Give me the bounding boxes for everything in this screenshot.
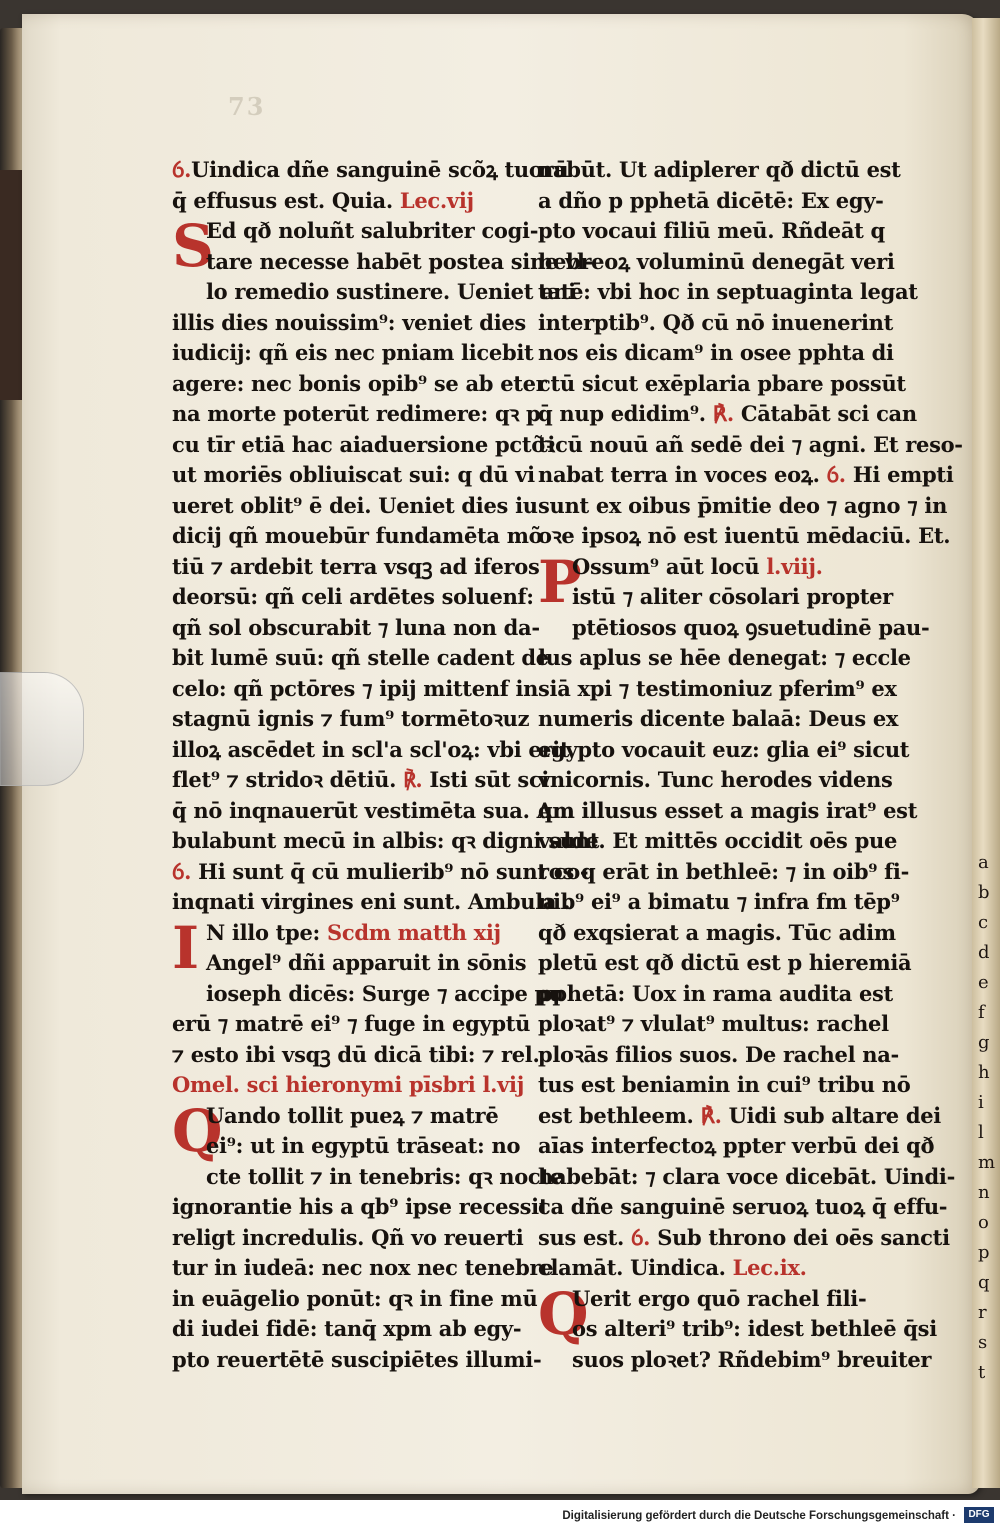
body-text: illoꝝ ascēdet in scl'a scl'oꝝ: vbi erit — [172, 736, 570, 762]
body-text: vnicornis. Tunc herodes videns — [538, 767, 893, 792]
text-line — [538, 338, 893, 369]
rubric-text: ỽ. — [172, 858, 192, 884]
facing-page-glyph: f — [978, 1002, 985, 1023]
red-initial-letter: I — [172, 913, 199, 982]
red-initial-letter: Q — [538, 1279, 589, 1348]
facing-page-glyph: t — [978, 1362, 986, 1383]
footer-credit: Digitalisierung gefördert durch die Deutsche Forschungsgemeinschaft · — [562, 1510, 956, 1522]
body-text: ei⁹: ut in egyptū trāseat: no — [206, 1133, 521, 1158]
body-text: cte tollit ⁊ in tenebris: qꝛ nocte — [206, 1163, 563, 1189]
text-line — [172, 887, 571, 918]
rubric-text: Scdm matth xij — [326, 919, 501, 945]
text-line — [538, 948, 912, 979]
body-text: oꝛe ipsoꝝ nō est iuentū mēdaciū. Et. — [538, 523, 951, 548]
body-text: qm illusus esset a magis irat⁹ est — [538, 797, 918, 823]
text-line — [172, 1223, 527, 1254]
body-text: istū ⁊ aliter cōsolari propter — [572, 584, 893, 609]
body-text: a dño p pphetā dicētē: Ex egy- — [538, 187, 884, 213]
text-line — [538, 247, 893, 278]
text-line — [538, 613, 930, 644]
text-line — [172, 1284, 538, 1315]
body-text: Ossum⁹ aūt locū — [572, 553, 767, 579]
text-line — [172, 277, 576, 308]
body-text: N illo tpe: — [206, 919, 327, 945]
text-line — [172, 582, 534, 613]
body-text: interptib⁹. Qð cū nō inuenerint — [538, 309, 894, 335]
body-text: stagnū ignis ⁊ fum⁹ tormētoꝛuz — [172, 706, 530, 731]
text-line — [538, 460, 954, 491]
rubric-text: ỽ. — [172, 157, 192, 182]
facing-page-glyph: i — [978, 1092, 984, 1113]
rubric-text: ℟. — [403, 767, 423, 792]
body-text: Uando tollit pueꝝ ⁊ matrē — [206, 1102, 499, 1128]
body-text: ioseph dicēs: Surge ⁊ accipe pu — [206, 980, 564, 1006]
page-clip — [0, 672, 84, 786]
text-line — [538, 796, 918, 827]
body-text: flet⁹ ⁊ stridoꝛ dētiū. — [172, 767, 404, 792]
text-line — [172, 674, 539, 705]
text-line — [172, 643, 549, 674]
body-text: valde. Et mittēs occidit oēs pue — [538, 828, 898, 853]
text-line — [172, 857, 589, 888]
body-text: q̄ nō inqnauerūt vestimēta sua. Am — [172, 797, 575, 823]
body-text: ⁊ esto ibi vsqꝫ dū dicā tibi: ⁊ rel. — [172, 1041, 540, 1067]
body-text: hebreoꝝ voluminū denegāt veri — [538, 248, 895, 274]
body-text: ros q erāt in bethleē: ⁊ in oib⁹ fi- — [538, 858, 909, 884]
facing-page-glyph: n — [978, 1182, 990, 1203]
body-text: nabat terra in voces eoꝝ. — [538, 462, 827, 487]
text-line — [538, 674, 897, 705]
text-line — [538, 1009, 893, 1040]
body-text: celo: qñ pctōres ⁊ ipij mittenf in — [172, 675, 539, 701]
body-text: ignorantie his a qb⁹ ipse recessit — [172, 1194, 549, 1219]
text-line — [172, 1192, 549, 1223]
text-line — [172, 308, 527, 339]
text-line — [172, 247, 593, 278]
dfg-logo: DFG — [964, 1507, 994, 1523]
body-text: tare necesse habēt postea sine vl- — [206, 248, 593, 274]
text-line — [538, 979, 893, 1010]
text-line — [172, 735, 570, 766]
body-text: numeris dicente balaā: Deus ex — [538, 706, 899, 731]
body-text: iudicij: qñ eis nec pniam licebit — [172, 340, 534, 365]
text-line — [538, 430, 963, 461]
text-line — [538, 1040, 899, 1071]
rubric-text: Omel. sci hieronymi pīsbri l.vij — [172, 1072, 525, 1097]
text-line — [538, 1223, 950, 1254]
text-line — [172, 399, 541, 430]
text-line — [172, 338, 534, 369]
text-line — [172, 491, 538, 522]
body-text: ca dñe sanguinē seruoꝝ tuoꝝ q̄ effu- — [538, 1194, 948, 1219]
text-line — [538, 399, 917, 430]
body-text: Ed qð noluñt salubriter cogi- — [206, 218, 539, 243]
text-line — [538, 857, 909, 888]
body-text: pletū est qð dictū est p hieremiā — [538, 950, 912, 975]
text-line — [172, 1009, 531, 1040]
body-text: qñ sol obscurabit ⁊ luna non da- — [172, 614, 540, 640]
body-text: cu tīr etiā hac aiaduersione pctõꝛ — [172, 431, 555, 457]
text-line — [172, 796, 575, 827]
left-text-column — [172, 155, 600, 1375]
body-text: Cātabāt sci can — [733, 401, 917, 426]
rubric-text: l.viij. — [766, 553, 823, 579]
red-initial-letter: P — [538, 547, 582, 616]
text-line — [538, 1345, 932, 1376]
body-text: na morte poterūt redimere: qꝛ p — [172, 401, 541, 426]
body-text: Sub throno dei oēs sancti — [650, 1224, 950, 1250]
text-line — [172, 1131, 527, 1162]
text-line — [538, 369, 906, 400]
text-line — [172, 613, 540, 644]
text-line — [172, 948, 527, 979]
text-line — [538, 918, 896, 949]
body-text: q̄ nup edidim⁹. — [538, 401, 713, 426]
facing-page-glyph: b — [978, 882, 990, 903]
rubric-text: ỽ. — [826, 462, 846, 487]
body-text: pphetā: Uox in rama audita est — [538, 980, 893, 1006]
folio-number: 73 — [228, 92, 266, 121]
body-text: Hi empti — [845, 462, 954, 487]
red-initial-letter: Q — [172, 1096, 223, 1165]
text-line — [172, 765, 550, 796]
facing-page-glyph: s — [978, 1332, 988, 1353]
text-line — [172, 460, 535, 491]
rubric-text: ℟. — [700, 1102, 722, 1128]
body-text: ploꝛās filios suos. De rachel na- — [538, 1041, 899, 1067]
text-line — [538, 1253, 893, 1284]
text-line — [538, 216, 893, 247]
red-initial-letter: S — [172, 212, 214, 280]
text-line — [538, 887, 900, 918]
text-line — [172, 1345, 542, 1376]
text-line — [538, 765, 893, 796]
body-text: Uindica dñe sanguinē scõꝝ tuorū — [191, 157, 569, 182]
body-text: nib⁹ ei⁹ a bimatu ⁊ infra fm tēp⁹ — [538, 889, 900, 914]
text-line — [172, 430, 555, 461]
text-line — [172, 552, 540, 583]
text-line — [172, 826, 600, 857]
body-text: sus est. — [538, 1224, 632, 1250]
rubric-text: Lec.vij — [399, 187, 474, 213]
text-line — [538, 521, 951, 552]
text-line — [172, 155, 569, 186]
body-text: tiū ⁊ ardebit terra vsqꝫ ad iferos — [172, 553, 540, 579]
text-line — [538, 1314, 937, 1345]
facing-page-glyph: l — [978, 1122, 984, 1143]
body-text: qð exqsierat a magis. Tūc adim — [538, 919, 896, 945]
facing-page-glyph: h — [978, 1062, 990, 1083]
body-text: siā xpi ⁊ testimoniuz pferim⁹ ex — [538, 675, 897, 701]
body-text: in euāgelio ponūt: qꝛ in fine mū — [172, 1285, 538, 1311]
body-text: clamāt. Uindica. — [538, 1255, 733, 1280]
body-text: bulabunt mecū in albis: qꝛ digni sunt — [172, 828, 600, 853]
text-line — [538, 491, 948, 522]
facing-page-glyph: r — [978, 1302, 987, 1323]
body-text: di iudei fidē: tanq̄ xpm ab egy- — [172, 1316, 522, 1341]
facing-page-edge — [972, 18, 1000, 1488]
body-text: pto reuertētē suscipiētes illumi- — [172, 1346, 542, 1372]
body-text: sunt ex oibus p̄mitie deo ⁊ agno ⁊ in — [538, 492, 948, 518]
body-text: tatē: vbi hoc in septuaginta legat — [538, 279, 918, 304]
body-text: ueret oblit⁹ ē dei. Ueniet dies iu — [172, 492, 538, 518]
body-text: tur in iudeā: nec nox nec tenebre — [172, 1255, 554, 1280]
body-text: agere: nec bonis opib⁹ se ab eter — [172, 370, 547, 396]
facing-page-glyph: c — [978, 912, 989, 933]
right-text-column — [538, 155, 963, 1375]
body-text: ticū nouū añ sedē dei ⁊ agni. Et reso- — [538, 431, 963, 457]
body-text: egypto vocauit euz: glia ei⁹ sicut — [538, 736, 910, 762]
rubric-text: ỽ. — [631, 1224, 651, 1250]
text-line — [172, 521, 543, 552]
body-text: ploꝛat⁹ ⁊ vlulat⁹ multus: rachel — [538, 1011, 889, 1036]
body-text: bit lumē suū: qñ stelle cadent de — [172, 645, 549, 670]
text-line — [172, 979, 564, 1010]
body-text: illis dies nouissim⁹: veniet dies — [172, 309, 526, 335]
text-line — [538, 1101, 941, 1132]
body-text: ut moriēs obliuiscat sui: q dū vi — [172, 462, 535, 487]
body-text: os alteri⁹ trib⁹: idest bethleē q̄si — [572, 1316, 937, 1341]
body-text: ptētiosos quoꝝ ꝯsuetudinē pau- — [572, 614, 930, 640]
text-line — [538, 186, 893, 217]
text-line — [538, 643, 911, 674]
text-line — [172, 1314, 527, 1345]
rubric-text: Lec.ix. — [732, 1255, 807, 1280]
body-text: nos eis dicam⁹ in osee pphta di — [538, 340, 894, 365]
text-line — [172, 704, 530, 735]
facing-page-glyph: g — [978, 1032, 990, 1053]
body-text: erū ⁊ matrē ei⁹ ⁊ fuge in egyptū — [172, 1011, 531, 1036]
body-text: religt incredulis. Qñ vo reuerti — [172, 1224, 524, 1250]
facing-page-glyph: d — [978, 942, 990, 963]
body-text: Angel⁹ dñi apparuit in sōnis — [206, 950, 527, 975]
facing-page-glyph: o — [978, 1212, 989, 1233]
body-text: tus est beniamin in cui⁹ tribu nō — [538, 1072, 911, 1097]
body-text: nabūt. Ut adiplerer qð dictū est — [538, 157, 901, 182]
facing-page-glyph: a — [978, 852, 989, 873]
body-text: pto vocaui filiū meū. Rñdeāt q — [538, 218, 885, 243]
text-line — [538, 308, 893, 339]
text-line — [172, 186, 527, 217]
body-text: Isti sūt sci — [422, 767, 550, 792]
text-line — [538, 1131, 935, 1162]
text-line — [538, 704, 899, 735]
text-line — [172, 1253, 554, 1284]
body-text: aīas interfectoꝝ ppter verbū dei qð — [538, 1133, 935, 1158]
facing-page-glyph: m — [978, 1152, 996, 1173]
text-line — [172, 369, 547, 400]
body-text: q̄ effusus est. Quia. — [172, 187, 400, 213]
text-line — [538, 1070, 911, 1101]
body-text: Hi sunt q̄ cū mulierib⁹ nō sunt co- — [191, 858, 589, 884]
body-text: dicij qñ mouebūr fundamēta mõ — [172, 523, 543, 548]
body-text: lus aplus se hēe denegat: ⁊ eccle — [538, 645, 911, 670]
text-line — [538, 1192, 948, 1223]
text-line — [538, 277, 918, 308]
body-text: est bethleem. — [538, 1102, 701, 1128]
text-line — [538, 1162, 956, 1193]
body-text: Uerit ergo quō rachel fili- — [572, 1285, 867, 1311]
text-line — [172, 1162, 563, 1193]
facing-page-glyph: q — [978, 1272, 990, 1293]
body-text: suos ploꝛet? Rñdebim⁹ breuiter — [572, 1346, 932, 1372]
facing-page-glyph: p — [978, 1242, 990, 1263]
body-text: Uidi sub altare dei — [721, 1102, 941, 1128]
rubric-text: ℟. — [712, 401, 734, 426]
body-text: ctū sicut exēplaria pbare possūt — [538, 370, 906, 396]
text-line — [172, 1070, 527, 1101]
text-line — [538, 155, 901, 186]
facing-page-glyph: e — [978, 972, 989, 993]
body-text: habebāt: ⁊ clara voce dicebāt. Uindi- — [538, 1163, 956, 1189]
text-line — [538, 582, 893, 613]
text-line — [538, 735, 910, 766]
text-line — [172, 1040, 540, 1071]
body-text: lo remedio sustinere. Ueniet eni — [206, 279, 576, 304]
body-text: deorsū: qñ celi ardētes soluenf: — [172, 584, 534, 609]
text-line — [538, 826, 898, 857]
body-text: inqnati virgines eni sunt. Ambula . — [172, 889, 571, 914]
